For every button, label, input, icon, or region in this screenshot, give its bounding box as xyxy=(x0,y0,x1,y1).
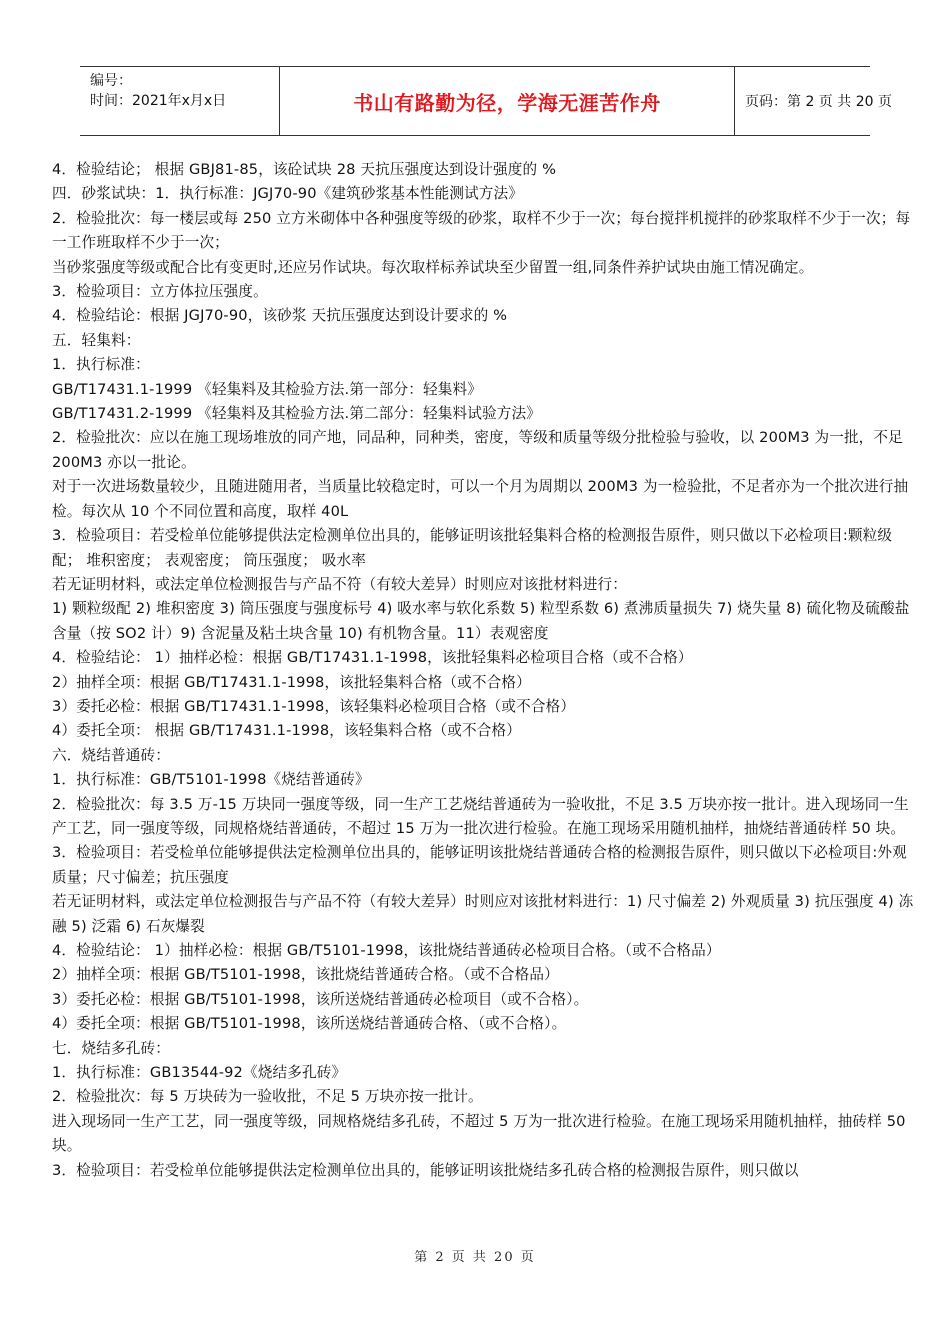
body-line: 4）委托全项：根据 GB/T5101-1998，该所送烧结普通砖合格、（或不合格）。 xyxy=(52,1015,567,1033)
page-footer: 第 2 页 共 20 页 xyxy=(414,1250,536,1265)
header-motto: 书山有路勤为径，学海无涯苦作舟 xyxy=(280,67,735,135)
body-line: 4．检验结论：根据 JGJ70-90，该砂浆 天抗压强度达到设计要求的 % xyxy=(52,307,508,325)
body-line: 1．执行标准：GB/T5101-1998《烧结普通砖》 xyxy=(52,771,370,789)
section-heading: 六．烧结普通砖： xyxy=(52,746,170,764)
body-line: 2．检验批次：每一楼层或每 250 立方米砌体中各种强度等级的砂浆，取样不少于一次；每台搅拌机搅拌的砂浆取样不少于一次；每一工作班取样不少于一次； xyxy=(52,209,911,252)
body-line: 1．执行标准：GB13544-92《烧结多孔砖》 xyxy=(52,1064,347,1082)
body-line: 4．检验结论： 1）抽样必检：根据 GB/T5101-1998，该批烧结普通砖必检项目合格。（或不合格品） xyxy=(52,942,721,959)
body-line: 3）委托必检：根据 GB/T17431.1-1998，该轻集料必检项目合格（或不合格） xyxy=(52,697,576,715)
body-line: 4．检验结论； 根据 GBJ81-85，该砼试块 28 天抗压强度达到设计强度的 % xyxy=(52,161,557,178)
body-line: 3．检验项目：立方体拉压强度。 xyxy=(52,283,268,301)
body-line: 4）委托全项： 根据 GB/T17431.1-1998，该轻集料合格（或不合格） xyxy=(52,722,521,740)
document-date: 时间：2021年x月x日 xyxy=(90,93,227,109)
body-line: 2．检验批次：每 3.5 万-15 万块同一强度等级，同一生产工艺烧结普通砖为一验收批，不足 3.5 万块亦按一批计。进入现场同一生产工艺，同一强度等级，同规格烧结普通砖，不超过 15 万为一批次进行检验。在施工现场采用随机抽样，抽烧结普通砖样 50 块。 xyxy=(52,795,909,837)
section-heading: 七．烧结多孔砖： xyxy=(52,1039,170,1057)
body-line: 4．检验结论： 1）抽样必检：根据 GB/T17431.1-1998，该批轻集料必检项目合格（或不合格） xyxy=(52,649,693,667)
header-page-number: 页码：第 2 页 共 20 页 xyxy=(745,94,892,110)
body-line: 1) 颗粒级配 2) 堆积密度 3) 筒压强度与强度标号 4) 吸水率与软化系数 5) 粒型系数 6) 煮沸质量损失 7) 烧失量 8) 硫化物及硫酸盐含量（按 SO2 计）9) 含泥量及粘土块含量 10) 有机物含量。11）表观密度 xyxy=(52,600,910,642)
body-line: GB/T17431.2-1999 《轻集料及其检验方法.第二部分：轻集料试验方法》 xyxy=(52,405,541,423)
body-line: 1．执行标准： xyxy=(52,356,150,374)
body-line: 2．检验批次：应以在施工现场堆放的同产地，同品种，同种类，密度，等级和质量等级分批检验与验收，以 200M3 为一批，不足 200M3 亦以一批论。 xyxy=(52,429,903,471)
body-line: 3）委托必检：根据 GB/T5101-1998，该所送烧结普通砖必检项目（或不合格）。 xyxy=(52,990,589,1008)
body-line: 若无证明材料，或法定单位检测报告与产品不符（有较大差异）时则应对该批材料进行： xyxy=(52,575,628,593)
body-line: 进入现场同一生产工艺，同一强度等级，同规格烧结多孔砖，不超过 5 万为一批次进行检验。在施工现场采用随机抽样，抽砖样 50 块。 xyxy=(52,1112,906,1155)
body-line: 当砂浆强度等级或配合比有变更时,还应另作试块。每次取样标养试块至少留置一组,同条件养护试块由施工情况确定。 xyxy=(52,258,814,276)
document-number-label: 编号： xyxy=(90,73,132,89)
body-line: 若无证明材料，或法定单位检测报告与产品不符（有较大差异）时则应对该批材料进行：1) 尺寸偏差 2) 外观质量 3) 抗压强度 4) 冻融 5) 泛霜 6) 石灰爆裂 xyxy=(52,893,914,935)
header-meta xyxy=(80,67,280,135)
body-line: 对于一次进场数量较少，且随进随用者，当质量比较稳定时，可以一个月为周期以 200M3 为一检验批，不足者亦为一个批次进行抽检。每次从 10 个不同位置和高度，取样 40L xyxy=(52,478,909,520)
body-line: 2．检验批次：每 5 万块砖为一验收批，不足 5 万块亦按一批计。 xyxy=(52,1088,483,1106)
body-line: 3．检验项目：若受检单位能够提供法定检测单位出具的，能够证明该批烧结多孔砖合格的检测报告原件，则只做以 xyxy=(52,1161,799,1179)
body-line: GB/T17431.1-1999 《轻集料及其检验方法.第一部分：轻集料》 xyxy=(52,380,483,398)
section-heading: 五．轻集料： xyxy=(52,331,141,349)
body-line: 2）抽样全项：根据 GB/T17431.1-1998，该批轻集料合格（或不合格） xyxy=(52,673,531,691)
body-line: 四．砂浆试块：1．执行标准：JGJ70-90《建筑砂浆基本性能测试方法》 xyxy=(52,185,524,203)
body-line: 2）抽样全项：根据 GB/T5101-1998，该批烧结普通砖合格。（或不合格品） xyxy=(52,966,559,984)
document-body xyxy=(52,158,916,1183)
page-header xyxy=(80,66,892,136)
body-line: 3．检验项目：若受检单位能够提供法定检测单位出具的，能够证明该批烧结普通砖合格的检测报告原件，则只做以下必检项目:外观质量；尺寸偏差；抗压强度 xyxy=(52,844,907,886)
body-line: 3．检验项目：若受检单位能够提供法定检测单位出具的，能够证明该批轻集料合格的检测报告原件，则只做以下必检项目:颗粒级配； 堆积密度； 表观密度； 筒压强度； 吸水率 xyxy=(52,527,893,569)
